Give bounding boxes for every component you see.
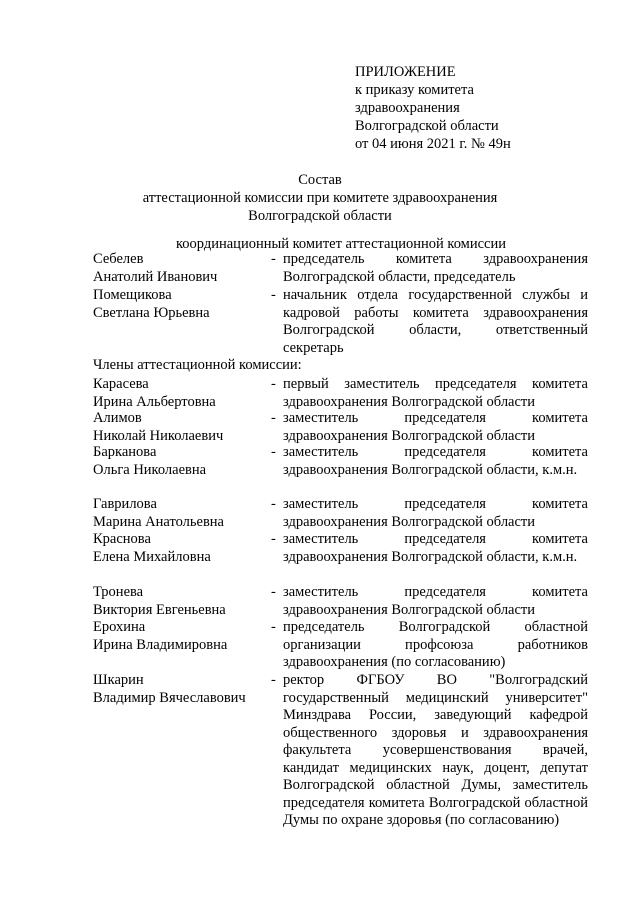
member-position: первый заместитель председателя комитета здравоохранения Волгоградской области <box>283 376 588 410</box>
roster-row-secretary <box>93 287 588 357</box>
dash-separator: - <box>271 584 276 600</box>
dash-separator: - <box>271 531 276 547</box>
heading-title: Состав <box>298 172 342 188</box>
member-position: заместитель председателя комитета здравоохранения Волгоградской области, к.м.н. <box>283 444 588 478</box>
member-name <box>93 410 263 444</box>
appendix-line: к приказу комитета <box>355 82 474 98</box>
member-given-names: Светлана Юрьевна <box>93 304 210 321</box>
dash-separator: - <box>271 672 276 688</box>
member-given-names: Владимир Вячеславович <box>93 689 246 706</box>
dash-separator: - <box>271 287 276 303</box>
commission-roster <box>93 251 588 850</box>
roster-row-member <box>93 584 588 619</box>
member-position: председатель Волгоградской областной организации профсоюза работников здравоохранения (по согласованию) <box>283 619 588 670</box>
member-surname: Барканова <box>93 444 157 460</box>
member-name <box>93 584 263 619</box>
members-label: Члены аттестационной комиссии: <box>93 357 302 373</box>
member-given-names: Ирина Альбертовна <box>93 393 216 410</box>
member-name <box>93 531 263 584</box>
member-position: заместитель председателя комитета здравоохранения Волгоградской области <box>283 496 588 530</box>
roster-row-member <box>93 531 588 584</box>
roster-row-member <box>93 410 588 444</box>
member-surname: Краснова <box>93 531 151 547</box>
member-name <box>93 287 263 357</box>
roster-row-member <box>93 619 588 672</box>
member-position: председатель комитета здравоохранения Волгоградской области, председатель <box>283 251 588 285</box>
member-name <box>93 672 263 850</box>
appendix-block <box>355 63 511 153</box>
member-surname: Помещикова <box>93 287 172 303</box>
dash-separator: - <box>271 444 276 460</box>
dash-separator: - <box>271 619 276 635</box>
roster-row-member <box>93 496 588 531</box>
roster-row-member <box>93 376 588 410</box>
member-position: заместитель председателя комитета здравоохранения Волгоградской области, к.м.н. <box>283 531 588 565</box>
dash-separator: - <box>271 410 276 426</box>
member-given-names: Николай Николаевич <box>93 427 224 444</box>
heading-line: Волгоградской области <box>248 208 392 224</box>
member-surname: Гаврилова <box>93 496 157 512</box>
member-given-names: Виктория Евгеньевна <box>93 601 226 618</box>
appendix-title: ПРИЛОЖЕНИЕ <box>355 64 456 80</box>
member-surname: Себелев <box>93 251 144 267</box>
member-name <box>93 619 263 672</box>
member-given-names: Ольга Николаевна <box>93 461 207 478</box>
roster-row-member <box>93 444 588 496</box>
dash-separator: - <box>271 496 276 512</box>
heading-line: аттестационной комиссии при комитете здравоохранения <box>142 190 498 206</box>
roster-row-member <box>93 672 588 850</box>
member-given-names: Марина Анатольевна <box>93 513 224 530</box>
appendix-line: здравоохранения <box>355 100 460 116</box>
member-name <box>93 444 263 496</box>
member-surname: Тронева <box>93 584 144 600</box>
member-given-names: Ирина Владимировна <box>93 636 228 653</box>
roster-row-chair <box>93 251 588 287</box>
document-heading <box>0 171 640 225</box>
member-surname: Шкарин <box>93 672 144 688</box>
dash-separator: - <box>271 251 276 267</box>
member-position: заместитель председателя комитета здравоохранения Волгоградской области <box>283 584 588 618</box>
member-name <box>93 251 263 287</box>
member-surname: Алимов <box>93 410 142 426</box>
member-given-names: Анатолий Иванович <box>93 268 218 285</box>
member-name <box>93 496 263 531</box>
dash-separator: - <box>271 376 276 392</box>
member-surname: Ерохина <box>93 619 146 635</box>
member-surname: Карасева <box>93 376 149 392</box>
appendix-line: Волгоградской области <box>355 118 499 134</box>
appendix-date-line: от 04 июня 2021 г. № 49н <box>355 136 511 152</box>
member-given-names: Елена Михайловна <box>93 548 211 565</box>
member-position: начальник отдела государственной службы и кадровой работы комитета здравоохранения Волгоградской области, ответственный секретарь <box>283 287 588 356</box>
member-position: заместитель председателя комитета здравоохранения Волгоградской области <box>283 410 588 444</box>
section-subtitle: координационный комитет аттестационной комиссии <box>175 236 507 252</box>
member-name <box>93 376 263 410</box>
member-position: ректор ФГБОУ ВО "Волгоградский государственный медицинский университет" Минздрава России, заведующий кафедрой общественного здоровья и здравоохранения факультета усовершенствования врачей, кандидат медицинских наук, доцент, депутат Волгоградской областной Думы, заместитель председателя комитета Волгоградской областной Думы по охране здоровья (по согласованию) <box>283 672 588 828</box>
